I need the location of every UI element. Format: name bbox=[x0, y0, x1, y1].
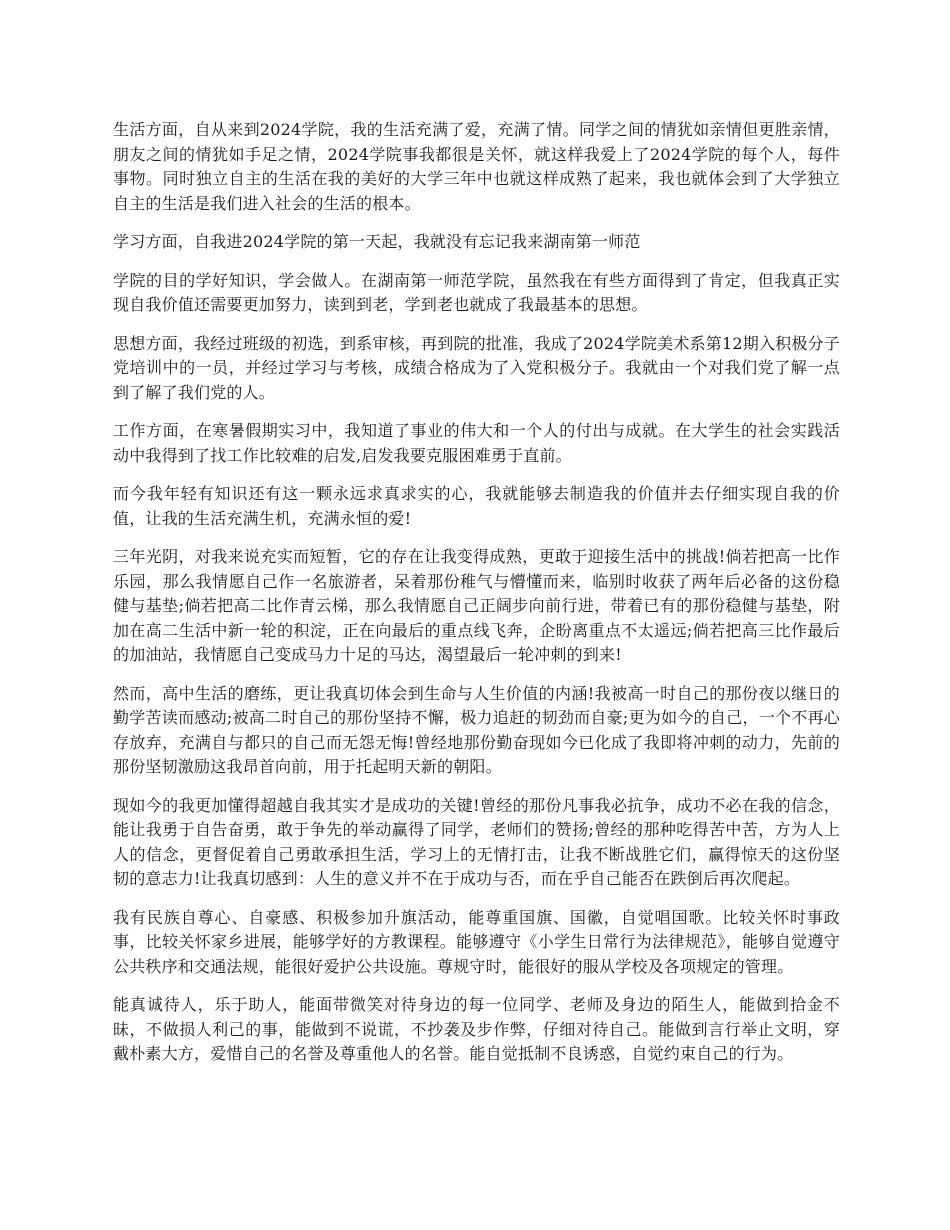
paragraph-patriotism: 我有民族自尊心、自豪感、积极参加升旗活动，能尊重国旗、国徽，自觉唱国歌。比较关怀时事政事，比较关怀家乡进展，能够学好的方教课程。能够遵守《小学生日常行为法律规范》，能够自觉遵守公共秩序和交通法规，能很好爱护公共设施。尊规守时，能很好的服从学校及各项规定的管理。 bbox=[113, 907, 840, 976]
paragraph-life: 生活方面，自从来到2024学院，我的生活充满了爱，充满了情。同学之间的情犹如亲情但更胜亲情，朋友之间的情犹如手足之情，2024学院事我都很是关怀，就这样我爱上了2024学院的每个人，每件事物。同时独立自主的生活在我的美好的大学三年中也就这样成熟了起来，我也就体会到了大学独立自主的生活是我们进入社会的生活的根本。 bbox=[113, 120, 840, 213]
paragraph-work: 工作方面，在寒暑假期实习中，我知道了事业的伟大和一个人的付出与成就。在大学生的社会实践活动中我得到了找工作比较难的启发,启发我要克服困难勇于直前。 bbox=[113, 421, 840, 465]
paragraph-study: 学院的目的学好知识，学会做人。在湖南第一师范学院，虽然我在有些方面得到了肯定，但我真正实现自我价值还需要更加努力，读到到老，学到老也就成了我最基本的思想。 bbox=[113, 270, 840, 314]
paragraph-study-intro: 学习方面，自我进2024学院的第一天起，我就没有忘记我来湖南第一师范 bbox=[113, 232, 641, 251]
paragraph-conduct: 能真诚待人，乐于助人，能面带微笑对待身边的每一位同学、老师及身边的陌生人，能做到拾金不昧，不做损人利己的事，能做到不说谎，不抄袭及步作弊，仔细对待自己。能做到言行举止文明，穿戴朴素大方，爱惜自己的名誉及尊重他人的名誉。能自觉抵制不良诱惑，自觉约束自己的行为。 bbox=[113, 995, 840, 1063]
document-body bbox=[113, 118, 840, 1081]
paragraph-thought: 思想方面，我经过班级的初选，到系审核，再到院的批准，我成了2024学院美术系第12期入积极分子党培训中的一员，并经过学习与考核，成绩合格成为了入党积极分子。我就由一个对我们党了解一点到了解了我们党的人。 bbox=[113, 333, 840, 402]
paragraph-three-years: 三年光阴，对我来说充实而短暂，它的存在让我变得成熟，更敢于迎接生活中的挑战!倘若把高一比作乐园，那么我情愿自己作一名旅游者，呆着那份稚气与懵懂而来，临别时收获了两年后必备的这份稳健与基垫;倘若把高二比作青云梯，那么我情愿自己正阔步向前行进，带着已有的那份稳健与基垫，附加在高二生活中新一轮的积淀，正在向最后的重点线飞奔，企盼离重点不太遥远;倘若把高三比作最后的加油站，我情愿自己变成马力十足的马达，渴望最后一轮冲刺的到来! bbox=[113, 547, 840, 664]
paragraph-training: 然而，高中生活的磨练，更让我真切体会到生命与人生价值的内涵!我被高一时自己的那份夜以继日的勤学苦读而感动;被高二时自己的那份坚持不懈，极力追赶的韧劲而自豪;更为如今的自己，一个不再心存放弃，充满自与都只的自己而无怨无悔!曾经地那份勤奋现如今已化成了我即将冲刺的动力，先前的那份坚韧激励这我昂首向前，用于托起明天新的朝阳。 bbox=[113, 683, 840, 776]
paragraph-value: 而今我年轻有知识还有这一颗永远求真求实的心，我就能够去制造我的价值并去仔细实现自我的价值，让我的生活充满生机，充满永恒的爱! bbox=[113, 484, 840, 528]
paragraph-self-surpass: 现如今的我更加懂得超越自我其实才是成功的关键!曾经的那份凡事我必抗争，成功不必在我的信念，能让我勇于自告奋勇，敢于争先的举动赢得了同学，老师们的赞扬;曾经的那种吃得苦中苦，方为人上人的信念，更督促着自己勇敢承担生活，学习上的无情打击，让我不断战胜它们，赢得惊天的这份坚韧的意志力!让我真切感到：人生的意义并不在于成功与否，而在乎自己能否在跌倒后再次爬起。 bbox=[113, 795, 840, 888]
